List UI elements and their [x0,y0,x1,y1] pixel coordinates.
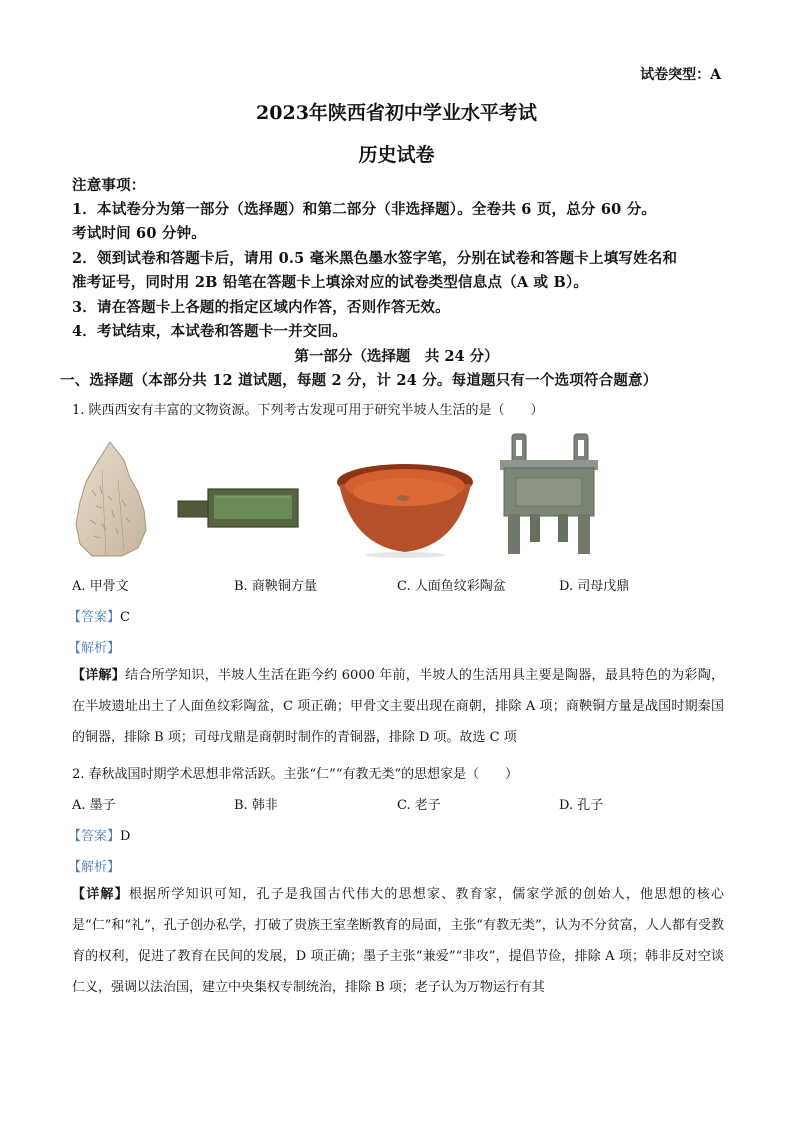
notice-item: 2．领到试卷和答题卡后，请用 0.5 毫米黑色墨水签字笔，分别在试卷和答题卡上填写姓名和 [72,250,678,267]
bronze-measure-image [176,485,301,530]
question-2-stem: 2. 春秋战国时期学术思想非常活跃。主张“仁”“有教无类”的思想家是（ ） [72,767,519,782]
question-2-answer [68,825,130,844]
question-2-option-c[interactable]: C. 老子 [397,798,441,813]
question-1-detail [72,660,724,753]
oracle-bone-image [72,440,152,558]
detail-label: 【详解】 [72,887,129,902]
exam-subtitle: 历史试卷 [358,144,435,166]
answer-value: C [120,610,130,625]
detail-label: 【详解】 [72,668,126,683]
notice-item: 准考证号，同时用 2B 铅笔在答题卡上填涂对应的试卷类型信息点（A 或 B）。 [72,274,589,291]
question-1-stem: 1. 陕西西安有丰富的文物资源。下列考古发现可用于研究半坡人生活的是（ ） [72,403,544,418]
notice-item: 1．本试卷分为第一部分（选择题）和第二部分（非选择题）。全卷共 6 页，总分 60 分。 [72,201,657,218]
question-1-option-c[interactable]: C. 人面鱼纹彩陶盆 [397,579,506,594]
exam-title: 2023年陕西省初中学业水平考试 [256,102,537,124]
question-2-option-d[interactable]: D. 孔子 [559,798,604,813]
notice-item: 4．考试结束，本试卷和答题卡一并交回。 [72,323,347,340]
notice-heading: 注意事项： [72,177,146,194]
question-1-option-d[interactable]: D. 司母戊鼎 [559,579,630,594]
part1-heading: 第一部分（选择题 共 24 分） [294,348,499,365]
detail-text: 根据所学知识可知，孔子是我国古代伟大的思想家、教育家，儒家学派的创始人，他思想的核心是“仁”和“礼”，孔子创办私学，打破了贵族王室垄断教育的局面，主张“有教无类”，认为不分贫富，人人都有受教育的权利，促进了教育在民间的发展，D 项正确；墨子主张“兼爱”“非攻”，提倡节俭，排除 A 项；韩非反对空谈仁义，强调以法治国，建立中央集权专制统治，排除 B 项；老子认为万物运行有其 [72,887,724,995]
simuwu-ding-image [496,432,602,558]
question-2-analysis-label: 【解析】 [68,860,121,875]
part1-instructions: 一、选择题（本部分共 12 道试题，每题 2 分，计 24 分。每道题只有一个选项符合题意） [60,372,658,389]
answer-value: D [120,829,131,844]
detail-text: 结合所学知识，半坡人生活在距今约 6000 年前，半坡人的生活用具主要是陶器，最具特色的为彩陶，在半坡遗址出土了人面鱼纹彩陶盆，C 项正确；甲骨文主要出现在商朝，排除 A 项；商鞅铜方量是战国时期秦国的铜器，排除 B 项；司母戊鼎是商朝时制作的青铜器，排除 D 项。故选 C 项 [72,668,724,745]
paper-type-label: 试卷突型：A [640,67,721,83]
question-1-option-b[interactable]: B. 商鞅铜方量 [234,579,317,594]
answer-label: 【答案】 [68,610,121,625]
notice-item: 考试时间 60 分钟。 [72,225,206,242]
question-2-option-b[interactable]: B. 韩非 [234,798,278,813]
answer-label: 【答案】 [68,829,121,844]
notice-item: 3．请在答题卡上各题的指定区域内作答，否则作答无效。 [72,299,450,316]
question-1-option-a[interactable]: A. 甲骨文 [72,579,129,594]
question-1-analysis-label: 【解析】 [68,641,121,656]
question-2-detail [72,879,724,1003]
question-2-option-a[interactable]: A. 墨子 [72,798,116,813]
painted-pottery-basin-image [334,462,476,558]
question-1-answer [68,606,130,625]
